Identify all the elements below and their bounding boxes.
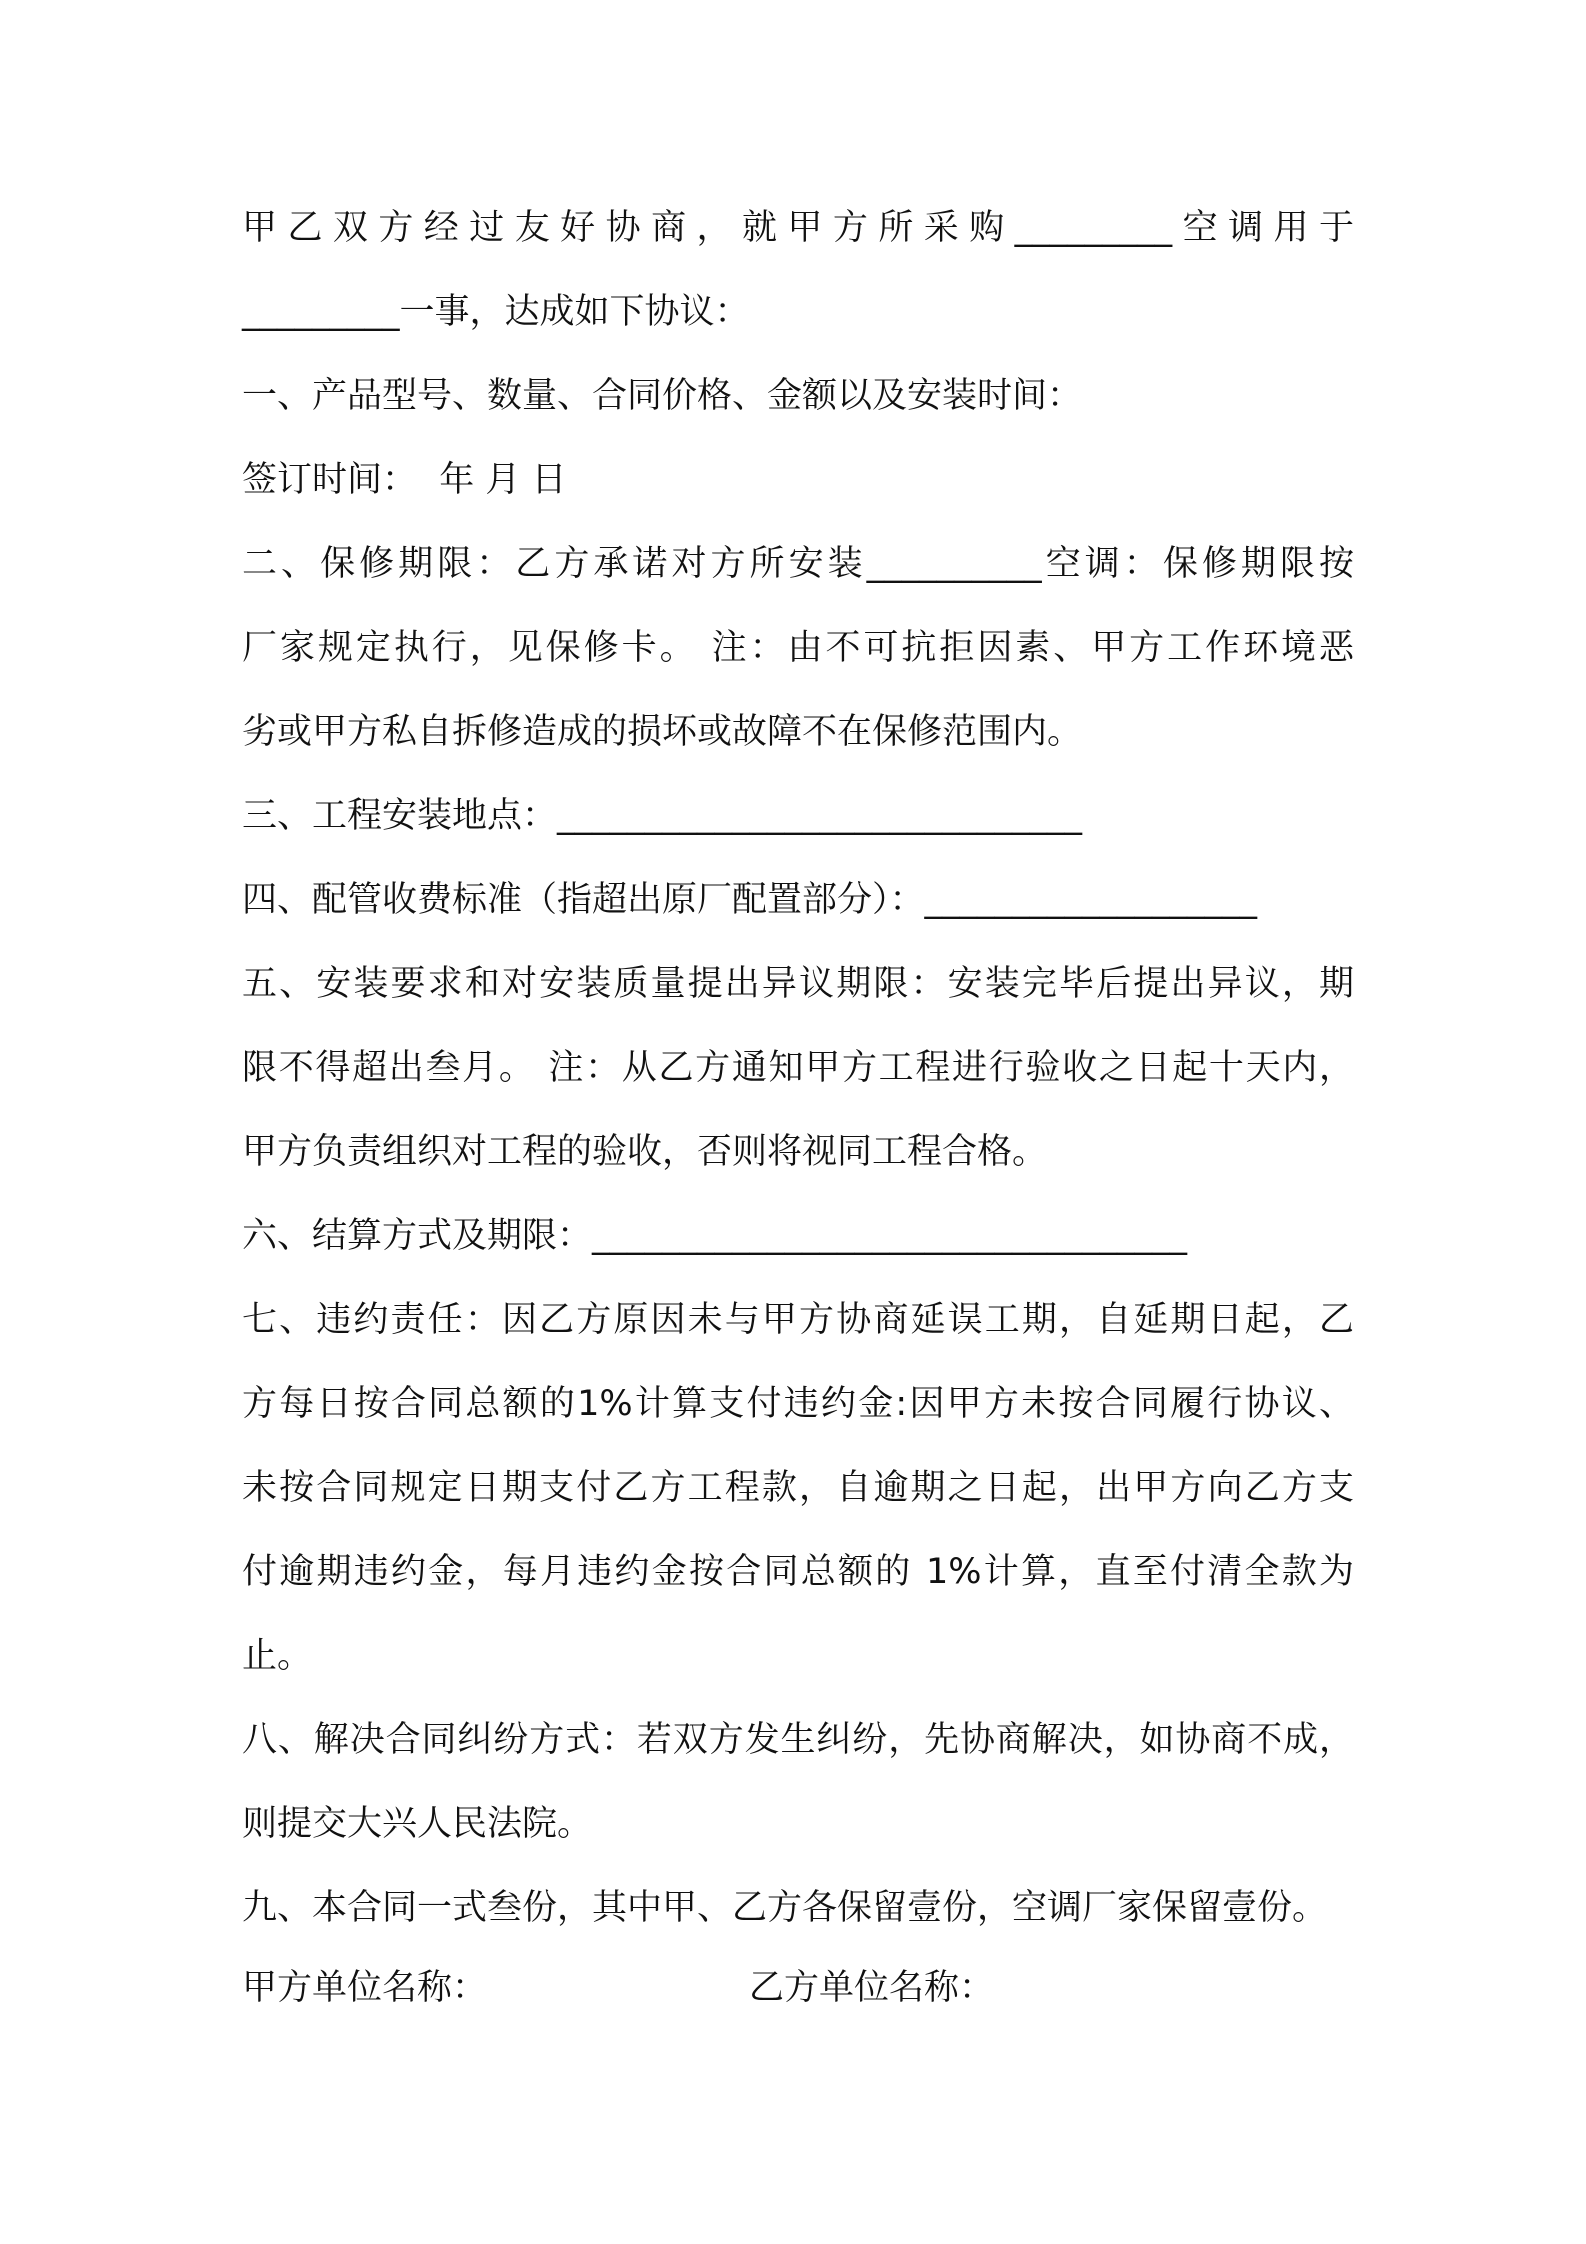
clause-5-line-1: 五、安装要求和对安装质量提出异议期限：安装完毕后提出异议，期 <box>242 964 1354 1004</box>
clause-3-line: 三、工程安装地点：______________________________ <box>242 796 1083 836</box>
paragraph-intro-line-2: _________一事，达成如下协议： <box>242 292 750 332</box>
clause-7-line-4: 付逾期违约金，每月违约金按合同总额的 1%计算，直至付清全款为 <box>242 1552 1354 1592</box>
clause-7-line-3: 未按合同规定日期支付乙方工程款，自逾期之日起，出甲方向乙方支 <box>242 1468 1354 1508</box>
clause-2-line-3: 劣或甲方私自拆修造成的损坏或故障不在保修范围内。 <box>242 712 1083 752</box>
clause-4-line: 四、配管收费标准（指超出原厂配置部分）：___________________ <box>242 880 1258 920</box>
clause-1-heading: 一、产品型号、数量、合同价格、金额以及安装时间： <box>242 376 1083 416</box>
clause-7-line-1: 七、违约责任：因乙方原因未与甲方协商延误工期，自延期日起，乙 <box>242 1300 1354 1340</box>
party-a-name-label: 甲方单位名称： <box>242 1968 488 2008</box>
clause-5-line-3: 甲方负责组织对工程的验收，否则将视同工程合格。 <box>242 1132 1048 1172</box>
party-b-name-label: 乙方单位名称： <box>749 1968 995 2008</box>
clause-5-line-2: 限不得超出叁月。 注：从乙方通知甲方工程进行验收之日起十天内， <box>242 1048 1354 1088</box>
clause-8-line-2: 则提交大兴人民法院。 <box>242 1804 593 1844</box>
sign-date-line: 签订时间： 年 月 日 <box>242 460 567 500</box>
clause-6-line: 六、结算方式及期限：__________________________________ <box>242 1216 1188 1256</box>
clause-2-line-1: 二、保修期限：乙方承诺对方所安装__________空调：保修期限按 <box>242 544 1354 584</box>
clause-8-line-1: 八、解决合同纠纷方式：若双方发生纠纷，先协商解决，如协商不成， <box>242 1720 1354 1760</box>
paragraph-intro-line-1: 甲乙双方经过友好协商，就甲方所采购_________空调用于 <box>242 208 1354 248</box>
clause-7-line-2: 方每日按合同总额的1%计算支付违约金:因甲方未按合同履行协议、 <box>242 1384 1354 1424</box>
clause-2-line-2: 厂家规定执行，见保修卡。 注：由不可抗拒因素、甲方工作环境恶 <box>242 628 1354 668</box>
clause-7-line-5: 止。 <box>242 1636 313 1676</box>
clause-9-line: 九、本合同一式叁份，其中甲、乙方各保留壹份，空调厂家保留壹份。 <box>242 1888 1328 1928</box>
